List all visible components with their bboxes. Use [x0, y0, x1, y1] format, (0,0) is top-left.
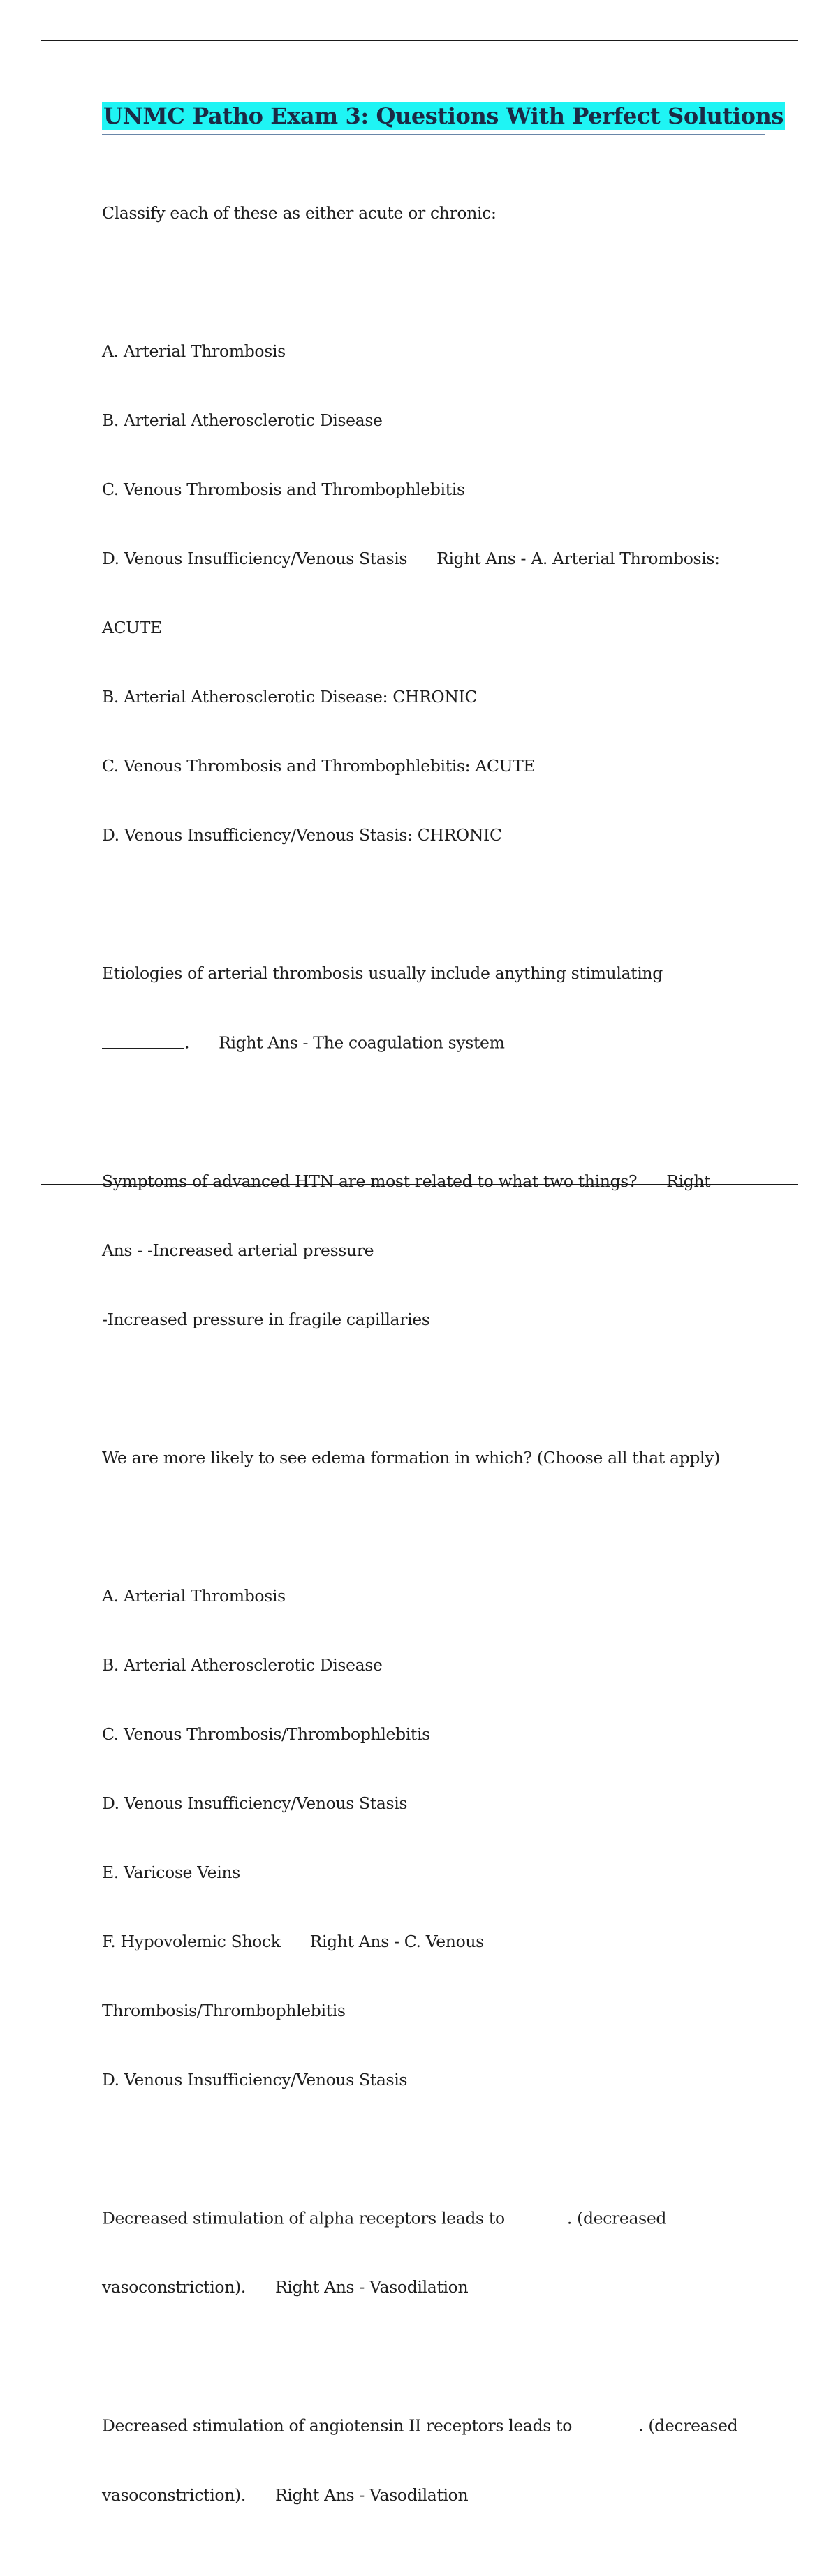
- question-1-option-d-line: [102, 547, 765, 570]
- question-4-option-d: D. Venous Insufficiency/Venous Stasis: [102, 1793, 408, 1813]
- question-5-answer: Right Ans - Vasodilation: [274, 2277, 469, 2297]
- fill-in-blank: [102, 1031, 184, 1049]
- question-4: [102, 1400, 765, 1516]
- question-3-prompt: Symptoms of advanced HTN are most related to what two things?: [102, 1171, 638, 1191]
- question-4-option-b: B. Arterial Atherosclerotic Disease: [102, 1655, 383, 1675]
- question-3-answer-line2: -Increased pressure in fragile capillaries: [102, 1309, 430, 1329]
- fill-in-blank: [510, 2207, 567, 2224]
- question-6-prompt-wrap: vasoconstriction).: [102, 2485, 246, 2505]
- question-1-body: [102, 294, 765, 893]
- question-6-prompt-start: Decreased stimulation of angiotensin II receptors leads to: [102, 2415, 572, 2436]
- question-4-option-f-line: [102, 1930, 765, 1953]
- question-4-answer-start: Right Ans - C. Venous: [309, 1931, 484, 1951]
- question-5-prompt-wrap: vasoconstriction).: [102, 2277, 246, 2297]
- question-1-answer-d: D. Venous Insufficiency/Venous Stasis: CHRONIC: [102, 825, 502, 845]
- header-rule: [41, 40, 798, 41]
- question-3-answer-start: Right: [666, 1171, 711, 1191]
- fill-in-blank: [577, 2414, 638, 2431]
- question-4-body: [102, 1539, 765, 2138]
- question-5: [102, 2161, 765, 2346]
- question-4-option-f: F. Hypovolemic Shock: [102, 1931, 281, 1951]
- question-4-option-e: E. Varicose Veins: [102, 1862, 240, 1882]
- footer-rule: [41, 1184, 798, 1185]
- document-title: UNMC Patho Exam 3: Questions With Perfect Solutions: [103, 103, 784, 129]
- question-3-answer-wrap: Ans - -Increased arterial pressure: [102, 1240, 374, 1260]
- question-4-answer-wrap: Thrombosis/Thrombophlebitis: [102, 2000, 346, 2020]
- question-1-option-d: D. Venous Insufficiency/Venous Stasis: [102, 549, 408, 568]
- question-1-answer-wrap: ACUTE: [102, 618, 162, 637]
- question-1-option-c: C. Venous Thrombosis and Thrombophlebitis: [102, 480, 465, 499]
- question-6-answer-line: [102, 2484, 765, 2507]
- question-5-answer-line: [102, 2276, 765, 2299]
- question-5-prompt-start: Decreased stimulation of alpha receptors leads to: [102, 2208, 505, 2228]
- question-4-answer-line2: D. Venous Insufficiency/Venous Stasis: [102, 2069, 408, 2089]
- document-body: [102, 102, 784, 2576]
- title-underline: [102, 102, 784, 135]
- question-5-prompt-line: [102, 2207, 765, 2230]
- question-3-prompt-line: [102, 1170, 765, 1193]
- question-5-prompt-end: . (decreased: [566, 2208, 667, 2228]
- question-1-option-b: B. Arterial Atherosclerotic Disease: [102, 410, 383, 430]
- question-2-answer: Right Ans - The coagulation system: [219, 1032, 505, 1053]
- question-1-answer-start: Right Ans - A. Arterial Thrombosis:: [436, 549, 720, 568]
- question-6-prompt-end: . (decreased: [638, 2415, 738, 2436]
- question-6: [102, 2368, 765, 2553]
- question-4-prompt: We are more likely to see edema formation in which? (Choose all that apply): [102, 1447, 720, 1467]
- question-4-option-c: C. Venous Thrombosis/Thrombophlebitis: [102, 1724, 430, 1744]
- question-6-answer: Right Ans - Vasodilation: [274, 2485, 469, 2505]
- question-1-answer-b: B. Arterial Atherosclerotic Disease: CHRONIC: [102, 687, 478, 706]
- question-1-option-a: A. Arterial Thrombosis: [102, 341, 286, 361]
- question-2: [102, 916, 765, 1101]
- question-3: [102, 1124, 765, 1377]
- question-6-prompt-line: [102, 2414, 765, 2438]
- question-2-answer-line: [102, 1031, 765, 1055]
- question-1: [102, 156, 765, 271]
- question-2-prompt: Etiologies of arterial thrombosis usually include anything stimulating: [102, 963, 663, 983]
- question-4-option-a: A. Arterial Thrombosis: [102, 1585, 286, 1606]
- question-1-answer-c: C. Venous Thrombosis and Thrombophlebitis: ACUTE: [102, 756, 536, 776]
- question-2-blank-suffix: .: [184, 1032, 190, 1053]
- question-1-prompt: Classify each of these as either acute or chronic:: [102, 203, 497, 223]
